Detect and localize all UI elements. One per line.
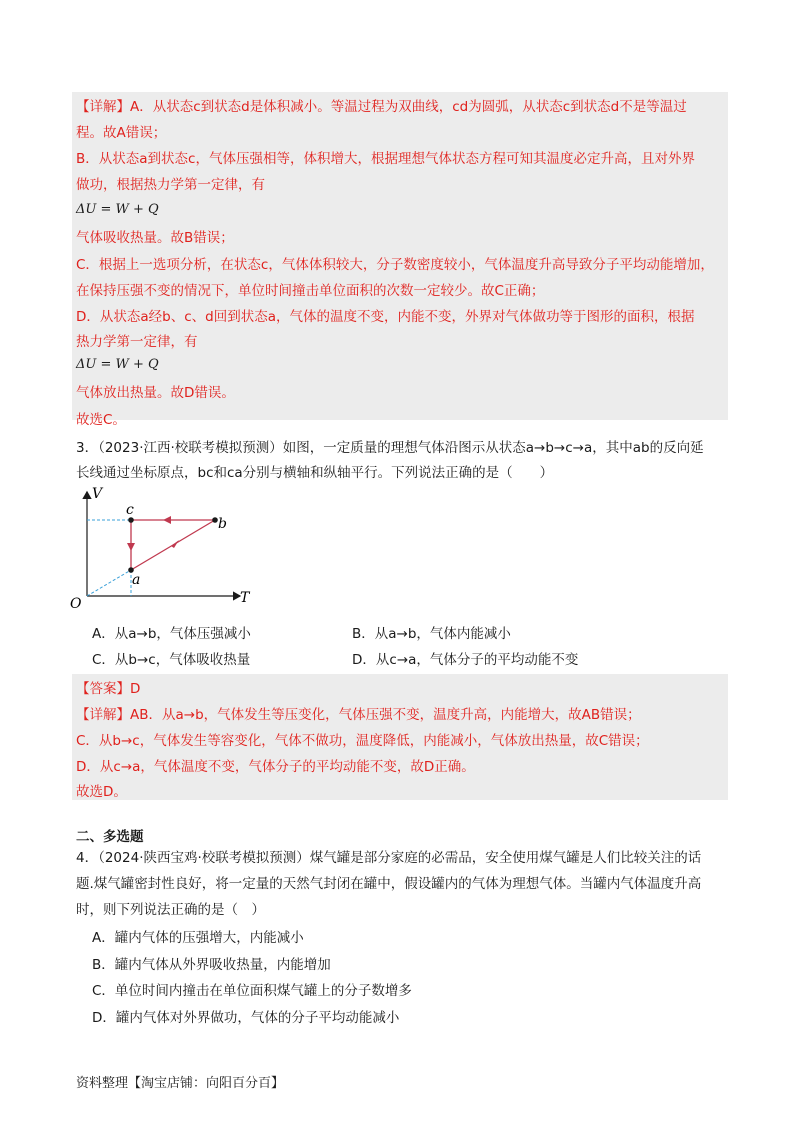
section1-line-12: 故选C。 [76,412,126,428]
formula-1: ΔU = W + Q [76,202,159,217]
point-a-label: a [132,572,141,588]
question4-line-2: 时，则下列说法正确的是（ ） [76,902,265,918]
question3-line-1: 长线通过坐标原点，bc和ca分别与横轴和纵轴平行。下列说法正确的是（ ） [76,465,554,481]
section1-line-9: 热力学第一定律，有 [76,334,198,350]
point-c-label: c [126,502,134,518]
vt-graph [68,486,258,612]
section1-line-8: D．从状态a经b、c、d回到状态a，气体的温度不变，内能不变，外界对气体做功等于图形的面积，根据 [76,309,695,325]
formula-2: ΔU = W + Q [76,357,159,372]
arrow-bc [163,516,171,524]
answer3-line-2: C．从b→c，气体发生等容变化，气体不做功，温度降低，内能减小，气体放出热量，故C错误； [76,733,649,749]
section1-line-0: 【详解】A．从状态c到状态d是体积减小。等温过程为双曲线，cd为圆弧，从状态c到状态d不是等温过 [76,99,687,115]
q3-option-a: A．从a→b，气体压强减小 [92,626,251,642]
section1-line-3: 做功，根据热力学第一定律，有 [76,177,265,193]
section1-line-7: 在保持压强不变的情况下，单位时间撞击单位面积的次数一定较少。故C正确； [76,283,545,299]
answer3-line-1: 【详解】AB．从a→b，气体发生等压变化，气体压强不变，温度升高，内能增大，故AB错误； [76,707,641,723]
section1-line-2: B．从状态a到状态c，气体压强相等，体积增大，根据理想气体状态方程可知其温度必定升高，且对外界 [76,151,695,167]
arrow-ab [171,540,179,548]
q4-option-c: C．单位时间内撞击在单位面积煤气罐上的分子数增多 [92,983,412,999]
footer-source: 资料整理【淘宝店铺：向阳百分百】 [76,1076,285,1091]
point-b-dot [212,517,218,523]
section1-line-11: 气体放出热量。故D错误。 [76,385,235,401]
answer3-line-3: D．从c→a，气体温度不变，气体分子的平均动能不变，故D正确。 [76,759,475,775]
answer3-line-4: 故选D。 [76,784,127,800]
question4-line-1: 题.煤气罐密封性良好，将一定量的天然气封闭在罐中，假设罐内的气体为理想气体。当罐内气体温度升高 [76,876,702,892]
x-axis-label: T [240,590,250,606]
point-c-dot [128,517,134,523]
question3-line-0: 3．（2023·江西·校联考模拟预测）如图，一定质量的理想气体沿图示从状态a→b→c→a，其中ab的反向延 [76,440,704,456]
arrow-ca [127,543,135,551]
y-axis-label: V [92,486,103,502]
guide-origin-ab [87,570,131,596]
q4-option-b: B．罐内气体从外界吸收热量，内能增加 [92,957,331,973]
q4-option-a: A．罐内气体的压强增大，内能减小 [92,930,304,946]
point-b-label: b [218,516,227,532]
q4-option-d: D．罐内气体对外界做功，气体的分子平均动能减小 [92,1010,400,1026]
origin-label: O [70,596,82,612]
question4-line-0: 4．（2024·陕西宝鸡·校联考模拟预测）煤气罐是部分家庭的必需品，安全使用煤气罐是人们比较关注的话 [76,850,702,866]
section1-line-1: 程。故A错误； [76,125,167,141]
answer3-line-0: 【答案】D [76,681,141,697]
section1-line-6: C．根据上一选项分析，在状态c，气体体积较大，分子数密度较小，气体温度升高导致分子平均动能增加， [76,257,714,273]
q3-option-c: C．从b→c，气体吸收热量 [92,652,251,668]
q3-option-b: B．从a→b，气体内能减小 [352,626,511,642]
q3-option-d: D．从c→a，气体分子的平均动能不变 [352,652,579,668]
section2-heading: 二、多选题 [76,829,144,845]
section1-line-5: 气体吸收热量。故B错误； [76,230,234,246]
